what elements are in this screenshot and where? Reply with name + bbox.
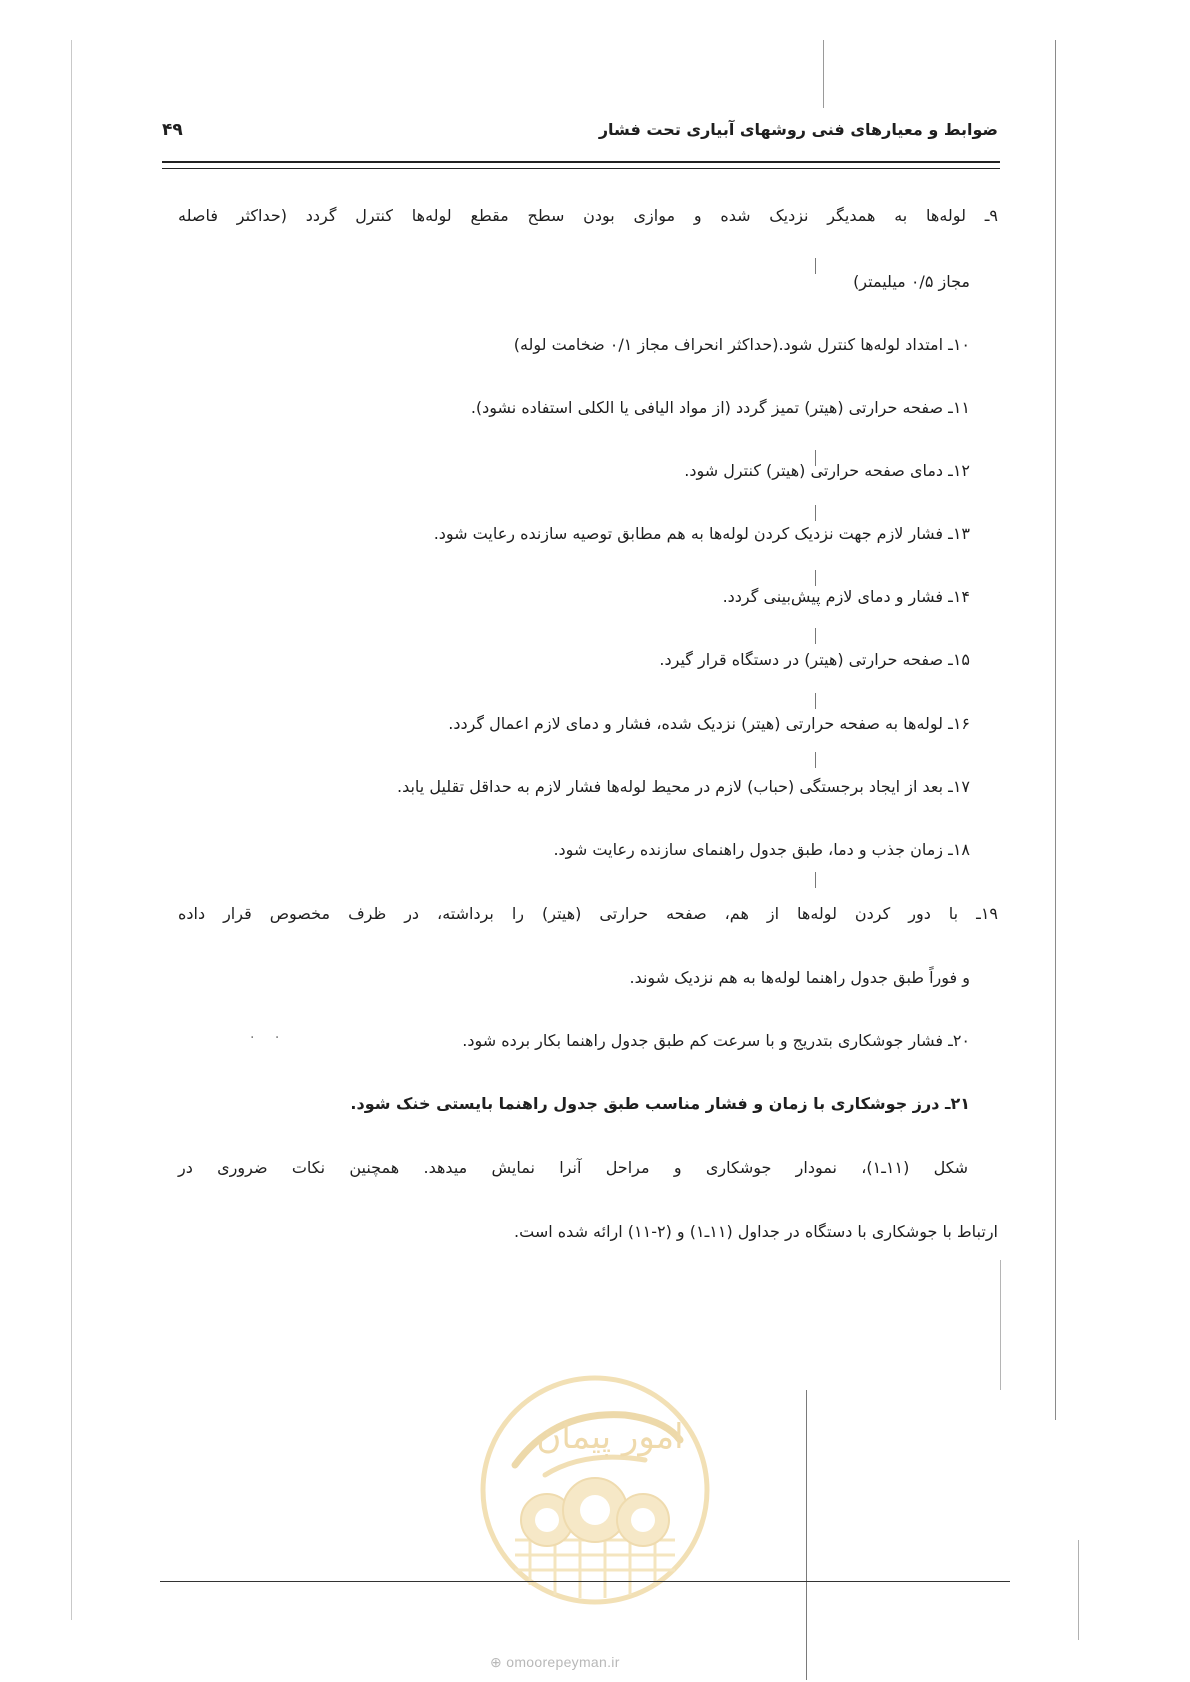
scan-artifact-line (1000, 1260, 1001, 1390)
header-rule (162, 161, 1000, 163)
scan-artifact-tick (815, 258, 816, 274)
list-item-19-line2: و فوراً طبق جدول راهنما لوله‌ها به هم نزدیک شوند. (629, 968, 970, 987)
scan-artifact-tick (815, 693, 816, 709)
list-item-21: ۲۱ـ درز جوشکاری با زمان و فشار مناسب طبق جدول راهنما بایستی خنک شود. (350, 1094, 970, 1113)
running-header: ضوابط و معیارهای فنی روشهای آبیاری تحت فشار (598, 120, 998, 139)
scan-artifact-tick (815, 752, 816, 768)
watermark-url (490, 1654, 620, 1671)
scan-artifact-line (1055, 40, 1056, 1420)
scan-artifact-line (823, 40, 824, 108)
scan-artifact-tick (815, 570, 816, 586)
watermark-logo-text: امور پیمان (536, 1417, 684, 1457)
closing-paragraph-line2: ارتباط با جوشکاری با دستگاه در جداول (۱۱ـ۱) و (۲-۱۱) ارائه شده است. (514, 1222, 998, 1241)
scan-artifact-line (1078, 1540, 1079, 1640)
list-item-9-line2: مجاز ۰/۵ میلیمتر) (853, 272, 970, 291)
list-item-10: ۱۰ـ امتداد لوله‌ها کنترل شود.(حداکثر انحراف مجاز ۰/۱ ضخامت لوله) (513, 335, 970, 354)
list-item-15: ۱۵ـ صفحه حرارتی (هیتر) در دستگاه قرار گیرد. (659, 650, 970, 669)
watermark-url-text: omoorepeyman.ir (506, 1654, 620, 1670)
scan-artifact-tick (815, 628, 816, 644)
scan-speckle: · · (250, 1030, 288, 1046)
list-item-12: ۱۲ـ دمای صفحه حرارتی (هیتر) کنترل شود. (684, 461, 970, 480)
scan-artifact-line (806, 1390, 807, 1680)
closing-paragraph-line1: شکل (۱۱ـ۱)، نمودار جوشکاری و مراحل آنرا نمایش میدهد. همچنین نکات ضروری در (178, 1158, 969, 1177)
page-number: ۴۹ (162, 120, 183, 140)
list-item-17: ۱۷ـ بعد از ایجاد برجستگی (حباب) لازم در محیط لوله‌ها فشار لازم به حداقل تقلیل یابد. (396, 777, 970, 796)
list-item-11: ۱۱ـ صفحه حرارتی (هیتر) تمیز گردد (از مواد الیافی یا الکلی استفاده نشود). (470, 398, 970, 417)
list-item-20: ۲۰ـ فشار جوشکاری بتدریج و با سرعت کم طبق جدول راهنما بکار برده شود. (462, 1031, 970, 1050)
scan-artifact-tick (815, 872, 816, 888)
footer-rule (160, 1581, 1010, 1582)
list-item-19-line1: ۱۹ـ با دور کردن لوله‌ها از هم، صفحه حرارتی (هیتر) را برداشته، در ظرف مخصوص قرار داده (178, 904, 998, 923)
list-item-16: ۱۶ـ لوله‌ها به صفحه حرارتی (هیتر) نزدیک شده، فشار و دمای لازم اعمال گردد. (448, 714, 970, 733)
scan-artifact-line (71, 40, 72, 1620)
list-item-13: ۱۳ـ فشار لازم جهت نزدیک کردن لوله‌ها به هم مطابق توصیه سازنده رعایت شود. (433, 524, 970, 543)
list-item-9-line1: ۹ـ لوله‌ها به همدیگر نزدیک شده و موازی بودن سطح مقطع لوله‌ها کنترل گردد (حداکثر فاصله (178, 206, 998, 225)
header-rule (162, 168, 1000, 169)
scan-artifact-tick (815, 505, 816, 521)
globe-icon: ⊕ (490, 1654, 503, 1670)
watermark-logo (475, 1370, 715, 1610)
list-item-18: ۱۸ـ زمان جذب و دما، طبق جدول راهنمای سازنده رعایت شود. (553, 840, 970, 859)
list-item-14: ۱۴ـ فشار و دمای لازم پیش‌بینی گردد. (722, 587, 970, 606)
